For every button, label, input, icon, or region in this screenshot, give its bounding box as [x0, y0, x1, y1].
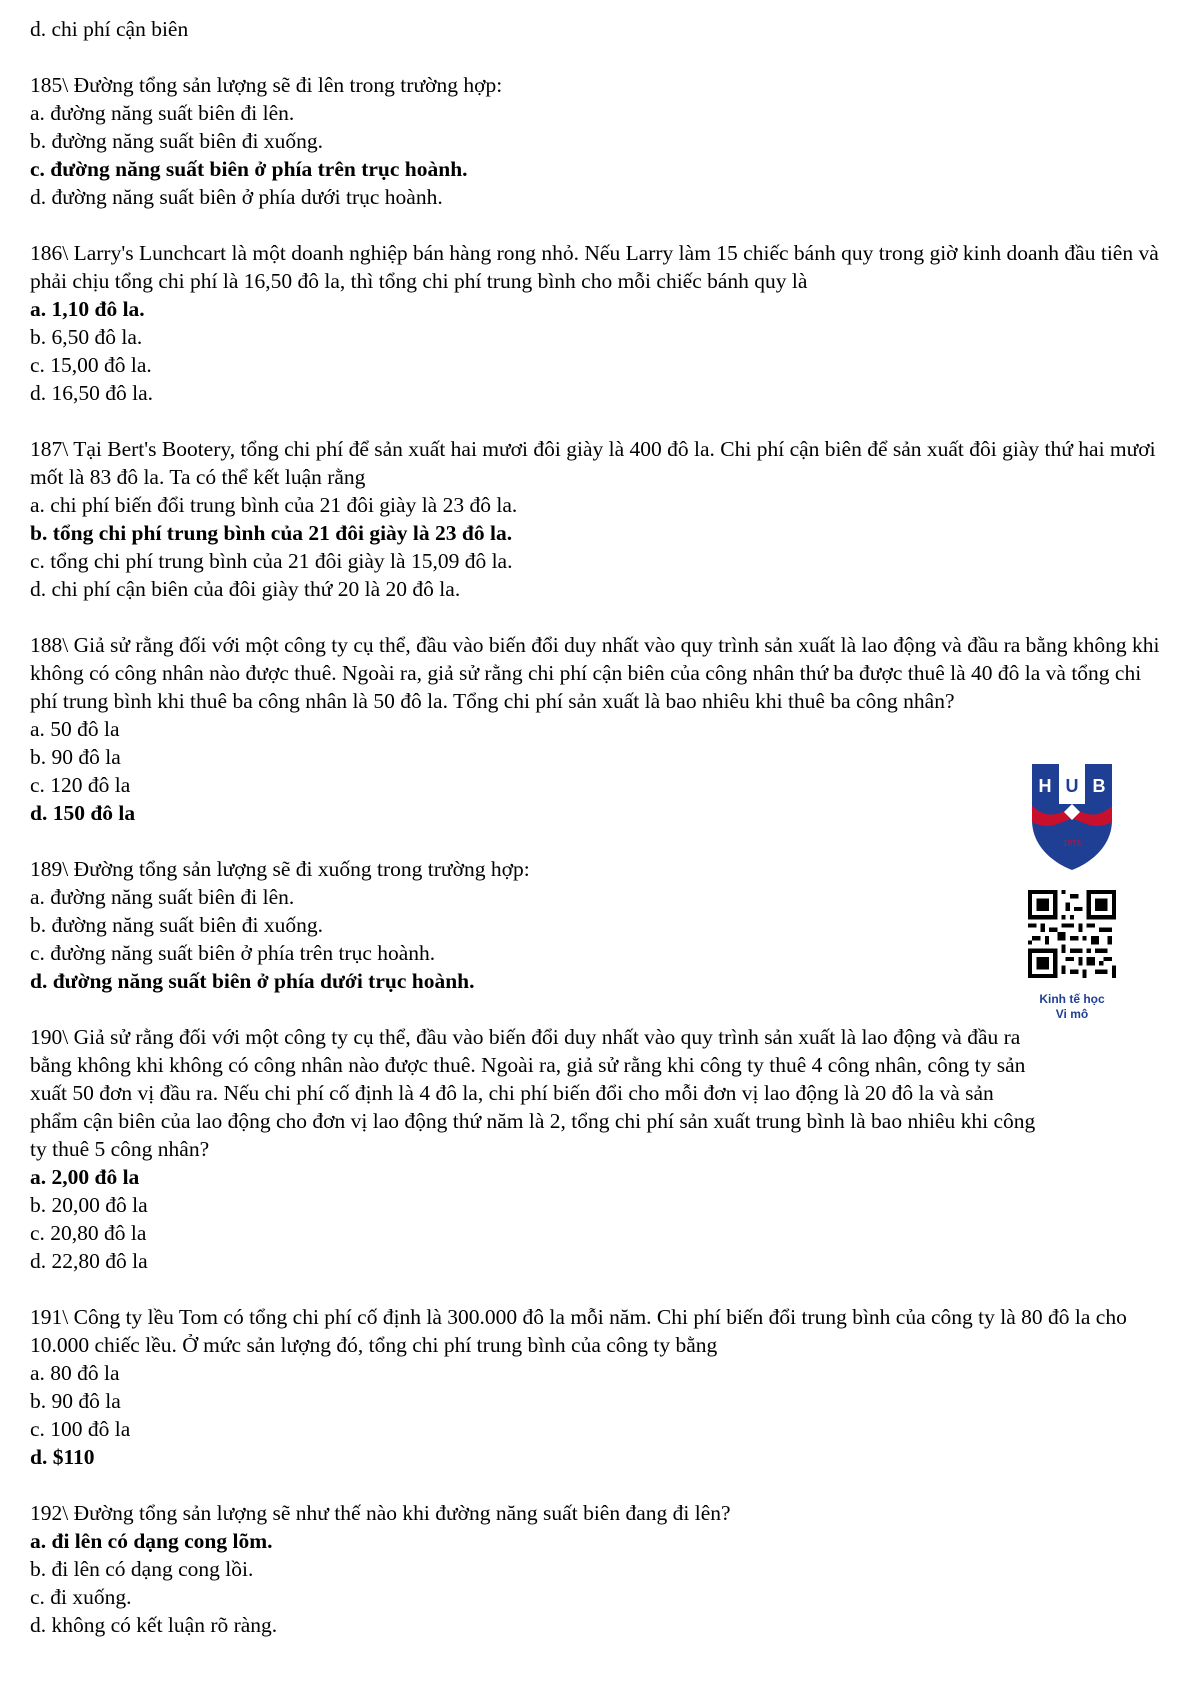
question-text: 192\ Đường tổng sản lượng sẽ như thế nào khi đường năng suất biên đang đi lên?: [30, 1501, 731, 1525]
option-a-answer: a. đi lên có dạng cong lõm.: [30, 1529, 273, 1553]
question-text: 191\ Công ty lều Tom có tổng chi phí cố định là 300.000 đô la mỗi năm. Chi phí biến đổi trung bình của công ty là 80 đô la cho 10.000 chiếc lều. Ở mức sản lượng đó, tổng chi phí trung bình của công ty bằng: [30, 1305, 1127, 1357]
option-a-answer: a. 2,00 đô la: [30, 1165, 140, 1189]
hub-shield-logo: [1028, 760, 1116, 872]
logo-caption-line1: Kinh tế học: [1039, 992, 1105, 1006]
question-191: [30, 1303, 1165, 1471]
option-d-answer: d. 150 đô la: [30, 801, 136, 825]
option-c: c. 100 đô la: [30, 1417, 131, 1441]
option-b-answer: b. tổng chi phí trung bình của 21 đôi giày là 23 đô la.: [30, 521, 513, 545]
option-a-answer: a. 1,10 đô la.: [30, 297, 145, 321]
option-c: c. 15,00 đô la.: [30, 353, 152, 377]
logo-letter-u: U: [1065, 776, 1079, 796]
q184-option-d: d. chi phí cận biên: [30, 17, 189, 41]
logo-caption-line2: Vi mô: [1055, 1007, 1089, 1021]
option-b: b. 90 đô la: [30, 1389, 121, 1413]
option-d: d. 22,80 đô la: [30, 1249, 148, 1273]
option-c: c. đường năng suất biên ở phía trên trục hoành.: [30, 941, 436, 965]
logo-letter-h: H: [1038, 776, 1052, 796]
question-186: [30, 239, 1165, 407]
option-c: c. 20,80 đô la: [30, 1221, 147, 1245]
option-a: a. 80 đô la: [30, 1361, 120, 1385]
question-text: 188\ Giả sử rằng đối với một công ty cụ thể, đầu vào biến đổi duy nhất vào quy trình sản xuất là lao động và đầu ra bằng không khi không có công nhân nào được thuê. Ngoài ra, giả sử rằng chi phí cận biên của công nhân thứ ba được thuê là 40 đô la và tổng chi phí trung bình khi thuê ba công nhân là 50 đô la. Tổng chi phí sản xuất là bao nhiêu khi thuê ba công nhân?: [30, 633, 1160, 713]
option-d: d. đường năng suất biên ở phía dưới trục hoành.: [30, 185, 443, 209]
option-b: b. 20,00 đô la: [30, 1193, 148, 1217]
question-text: 187\ Tại Bert's Bootery, tổng chi phí để sản xuất hai mươi đôi giày là 400 đô la. Chi phí cận biên để sản xuất đôi giày thứ hai mươi mốt là 83 đô la. Ta có thể kết luận rằng: [30, 437, 1156, 489]
question-text: 185\ Đường tổng sản lượng sẽ đi lên trong trường hợp:: [30, 73, 503, 97]
question-192: [30, 1499, 1165, 1639]
logo-letter-b: B: [1092, 776, 1106, 796]
question-187: [30, 435, 1165, 603]
option-d: d. chi phí cận biên của đôi giày thứ 20 là 20 đô la.: [30, 577, 461, 601]
question-185: [30, 71, 1165, 211]
option-c: c. đi xuống.: [30, 1585, 132, 1609]
logo-year: 1976: [1063, 839, 1081, 848]
question-190: [30, 1023, 1165, 1275]
option-b: b. đường năng suất biên đi xuống.: [30, 129, 323, 153]
question-188: [30, 631, 1165, 827]
option-a: a. 50 đô la: [30, 717, 120, 741]
option-b: b. đi lên có dạng cong lồi.: [30, 1557, 254, 1581]
option-b: b. 6,50 đô la.: [30, 325, 143, 349]
option-d: d. 16,50 đô la.: [30, 381, 154, 405]
option-c: c. 120 đô la: [30, 773, 131, 797]
question-189: [30, 855, 1165, 995]
option-a: a. chi phí biến đổi trung bình của 21 đôi giày là 23 đô la.: [30, 493, 518, 517]
qr-code-icon: [1028, 890, 1116, 978]
document-page: [30, 15, 1165, 1639]
question-text: 186\ Larry's Lunchcart là một doanh nghiệp bán hàng rong nhỏ. Nếu Larry làm 15 chiếc bánh quy trong giờ kinh doanh đầu tiên và phải chịu tổng chi phí là 16,50 đô la, thì tổng chi phí trung bình cho mỗi chiếc bánh quy là: [30, 241, 1159, 293]
question-text: 190\ Giả sử rằng đối với một công ty cụ thể, đầu vào biến đổi duy nhất vào quy trình sản xuất là lao động và đầu ra bằng không khi không có công nhân nào được thuê. Ngoài ra, giả sử rằng khi công ty thuê 4 công nhân, công ty sản xuất 50 đơn vị đầu ra. Nếu chi phí cố định là 4 đô la, chi phí biến đổi cho mỗi đơn vị lao động là 20 đô la và sản phẩm cận biên của lao động cho đơn vị lao động thứ năm là 2, tổng chi phí sản xuất trung bình là bao nhiêu khi công ty thuê 5 công nhân?: [30, 1025, 1036, 1161]
option-c-answer: c. đường năng suất biên ở phía trên trục hoành.: [30, 157, 468, 181]
option-d-answer: d. đường năng suất biên ở phía dưới trục hoành.: [30, 969, 475, 993]
option-a: a. đường năng suất biên đi lên.: [30, 101, 295, 125]
question-text: 189\ Đường tổng sản lượng sẽ đi xuống trong trường hợp:: [30, 857, 530, 881]
option-c: c. tổng chi phí trung bình của 21 đôi giày là 15,09 đô la.: [30, 549, 513, 573]
option-d-answer: d. $110: [30, 1445, 95, 1469]
option-d: d. không có kết luận rõ ràng.: [30, 1613, 278, 1637]
option-a: a. đường năng suất biên đi lên.: [30, 885, 295, 909]
option-b: b. đường năng suất biên đi xuống.: [30, 913, 323, 937]
option-b: b. 90 đô la: [30, 745, 121, 769]
